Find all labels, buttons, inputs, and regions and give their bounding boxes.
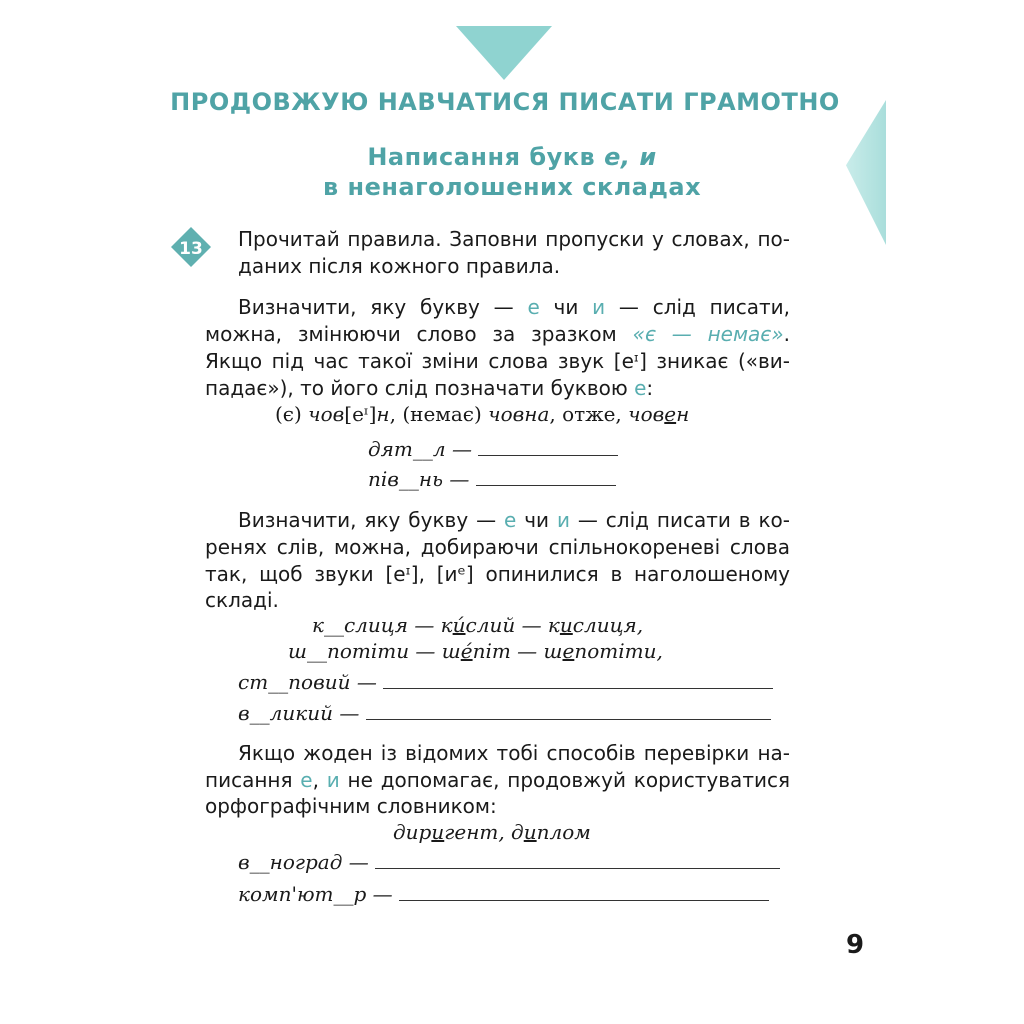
text-line [312, 612, 643, 638]
text-segment: е́ [460, 639, 473, 663]
text-segment: н [376, 402, 390, 426]
text-segment: Визначити, яку букву — [238, 295, 528, 319]
text-line [238, 740, 790, 766]
lesson-title-letters: е, и [604, 143, 657, 171]
text-segment: ст__повий — [238, 670, 384, 694]
fill-in-item [238, 849, 780, 875]
highlighted-text: е [504, 508, 517, 532]
answer-blank[interactable] [375, 850, 780, 869]
text-segment: и [431, 820, 445, 844]
text-segment: так, щоб звуки [еᶦ], [иᵉ] опинилися в наголошеному [205, 562, 790, 586]
text-segment: Якщо жоден із відомих тобі способів перевірки на- [238, 741, 790, 765]
text-line [393, 819, 591, 845]
text-segment: комп'ют__р — [238, 882, 400, 906]
text-segment: орфографічним словником: [205, 794, 497, 818]
text-segment: пів__нь — [368, 467, 476, 491]
text-segment: ренях слів, можна, добираючи спільнокореневі слова [205, 535, 790, 559]
text-segment: плом [536, 820, 591, 844]
highlighted-text: «є — немає» [632, 322, 784, 346]
text-segment: човна [488, 402, 550, 426]
text-segment: — слід писати в ко- [569, 508, 790, 532]
text-line [238, 294, 790, 320]
text-segment: чи [516, 508, 557, 532]
text-segment: и́ [452, 613, 466, 637]
fill-in-item [238, 881, 769, 907]
text-line [205, 375, 653, 401]
fill-in-item [368, 436, 618, 462]
highlighted-text: е [527, 295, 540, 319]
text-segment: можна, змінюючи слово за зразком [205, 322, 633, 346]
answer-blank[interactable] [366, 701, 771, 720]
text-segment: е [664, 402, 677, 426]
text-segment: дир [393, 820, 432, 844]
text-segment: и [523, 820, 537, 844]
text-line [205, 793, 497, 819]
highlighted-text: и [556, 508, 570, 532]
text-line [288, 638, 663, 664]
fill-in-item [368, 466, 616, 492]
text-segment: падає»), то його слід позначати буквою [205, 376, 635, 400]
fill-in-item [238, 700, 771, 726]
text-segment: даних після кожного правила. [238, 254, 561, 278]
text-segment: чов [308, 402, 345, 426]
text-segment: , отже, [549, 402, 629, 426]
text-segment: в__ноград — [238, 850, 376, 874]
text-line [205, 321, 790, 347]
text-line [238, 253, 560, 279]
exercise-number: 13 [179, 239, 203, 259]
answer-blank[interactable] [476, 467, 616, 486]
text-segment: писання [205, 768, 301, 792]
answer-blank[interactable] [399, 882, 769, 901]
text-segment: Прочитай правила. Заповни пропуски у словах, по- [238, 227, 790, 251]
text-segment: дят__л — [368, 437, 479, 461]
lesson-subtitle: в ненаголошених складах [322, 173, 702, 201]
text-segment: чи [539, 295, 593, 319]
text-segment: в__ликий — [238, 701, 366, 725]
text-line [205, 767, 790, 793]
text-segment: потіти, [574, 639, 663, 663]
lesson-title-text: Написання букв [367, 143, 605, 171]
highlighted-text: и [326, 768, 340, 792]
decorative-triangle [456, 26, 552, 80]
text-segment: (є) [275, 402, 309, 426]
text-segment: — слід писати, [605, 295, 790, 319]
text-segment: к__слиця — к [312, 613, 453, 637]
text-segment: [еᶦ] [344, 402, 377, 426]
text-segment: Визначити, яку букву — [238, 508, 504, 532]
text-segment: ш__потіти — ш [288, 639, 461, 663]
text-segment: е [562, 639, 575, 663]
text-segment: , (немає) [389, 402, 489, 426]
text-segment: . [783, 322, 790, 346]
fill-in-item [238, 669, 773, 695]
text-segment: : [646, 376, 654, 400]
text-segment: не допомагає, продовжуй користуватися [339, 768, 790, 792]
exercise-number-badge [170, 226, 212, 268]
page-number: 9 [846, 930, 865, 960]
answer-blank[interactable] [478, 437, 618, 456]
text-line [205, 534, 790, 560]
answer-blank[interactable] [383, 670, 773, 689]
text-line [205, 348, 790, 374]
text-segment: гент, д [444, 820, 524, 844]
highlighted-text: е [300, 768, 313, 792]
text-line [205, 587, 279, 613]
text-line [238, 507, 790, 533]
text-segment: слиця, [572, 613, 644, 637]
text-segment: піт — ш [472, 639, 563, 663]
text-segment: н [676, 402, 690, 426]
text-segment: Якщо під час такої зміни слова звук [еᶦ] зникає («ви- [205, 349, 790, 373]
highlighted-text: е [634, 376, 647, 400]
lesson-title [0, 143, 1024, 171]
text-segment: чов [628, 402, 665, 426]
text-line [238, 226, 790, 252]
text-segment: и [559, 613, 573, 637]
text-segment: , [312, 768, 327, 792]
section-header: ПРОДОВЖУЮ НАВЧАТИСЯ ПИСАТИ ГРАМОТНО [170, 88, 840, 116]
text-line [205, 561, 790, 587]
text-line [275, 401, 689, 427]
highlighted-text: и [592, 295, 606, 319]
text-segment: складі. [205, 588, 279, 612]
text-segment: слий — к [465, 613, 560, 637]
